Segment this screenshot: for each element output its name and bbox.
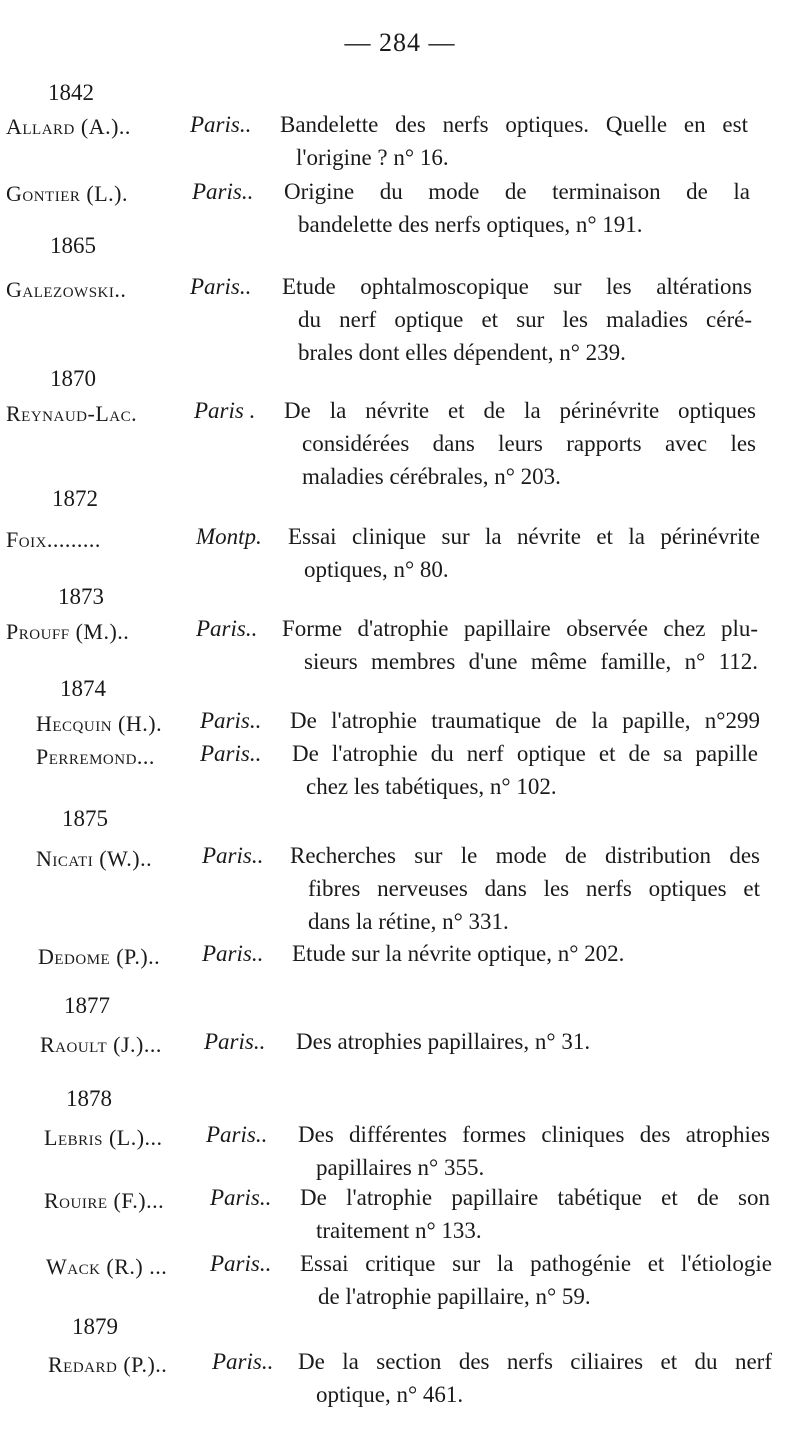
entry-title-line: Des atrophies papillaires, n° 31. <box>296 1029 591 1054</box>
entry-place: Paris.. <box>190 112 252 137</box>
entry-author: Hecquin (H.). <box>36 711 163 736</box>
entry-title-line: De la névrite et de la périnévrite optiques <box>284 398 756 423</box>
entry-title-line: De l'atrophie du nerf optique et de sa papille <box>292 741 758 766</box>
entry-author: Nicati (W.).. <box>36 846 153 871</box>
entry-title-line: traitement n° 133. <box>316 1218 482 1243</box>
entry-place: Paris.. <box>200 741 262 766</box>
entry-place: Montp. <box>196 524 262 549</box>
entry-title-line: de l'atrophie papillaire, n° 59. <box>318 1284 591 1309</box>
entry-title-line: du nerf optique et sur les maladies céré- <box>298 307 752 332</box>
entry-title-line: chez les tabétiques, n° 102. <box>306 774 557 799</box>
entry-place: Paris . <box>194 398 256 423</box>
entry-place: Paris.. <box>204 1029 266 1054</box>
entry-author: Raoult (J.)... <box>40 1032 162 1057</box>
entry-place: Paris.. <box>196 616 258 641</box>
year-heading: 1870 <box>50 366 96 391</box>
entry-author: Allard (A.).. <box>6 114 131 139</box>
entry-author: Rouire (F.)... <box>44 1188 165 1213</box>
entry-author: Prouff (M.).. <box>6 619 130 644</box>
entry-title-line: Bandelette des nerfs optiques. Quelle en est <box>280 112 748 137</box>
year-heading: 1877 <box>64 993 110 1018</box>
entry-title-line: bandelette des nerfs optiques, n° 191. <box>298 212 643 237</box>
entry-place: Paris.. <box>206 1122 268 1147</box>
entry-title-line: De l'atrophie traumatique de la papille, n°299 <box>290 708 760 733</box>
entry-place: Paris.. <box>210 1185 272 1210</box>
year-heading: 1842 <box>48 80 94 105</box>
entry-place: Paris.. <box>190 274 252 299</box>
entry-place: Paris.. <box>202 941 264 966</box>
entry-author: Foix......... <box>6 527 101 552</box>
year-heading: 1874 <box>60 676 106 701</box>
entry-title-line: De la section des nerfs ciliaires et du nerf <box>298 1349 772 1374</box>
year-heading: 1878 <box>66 1086 112 1111</box>
entry-title-line: brales dont elles dépendent, n° 239. <box>298 340 626 365</box>
entry-author: Gontier (L.). <box>6 181 128 206</box>
entry-place: Paris.. <box>212 1349 274 1374</box>
entry-title-line: maladies cérébrales, n° 203. <box>302 464 561 489</box>
entry-title-line: optique, n° 461. <box>316 1382 464 1407</box>
entry-title-line: optiques, n° 80. <box>304 557 449 582</box>
entry-title-line: De l'atrophie papillaire tabétique et de son <box>300 1185 770 1210</box>
entry-title-line: Etude sur la névrite optique, n° 202. <box>292 941 625 966</box>
entry-title-line: Etude ophtalmoscopique sur les altérations <box>282 274 752 299</box>
entry-title-line: Des différentes formes cliniques des atrophies <box>298 1122 770 1147</box>
year-heading: 1865 <box>50 233 96 258</box>
entry-place: Paris.. <box>202 843 264 868</box>
entry-place: Paris.. <box>210 1251 272 1276</box>
entry-title-line: fibres nerveuses dans les nerfs optiques et <box>308 876 760 901</box>
entry-title-line: Forme d'atrophie papillaire observée chez plu- <box>282 616 758 641</box>
entry-title-line: Origine du mode de terminaison de la <box>284 179 750 204</box>
year-heading: 1873 <box>58 584 104 609</box>
entry-title-line: Recherches sur le mode de distribution des <box>290 843 760 868</box>
page-number: — 284 — <box>344 28 456 57</box>
year-heading: 1879 <box>72 1314 118 1339</box>
entry-title-line: Essai clinique sur la névrite et la périnévrite <box>288 524 760 549</box>
entry-author: Lebris (L.)... <box>44 1125 163 1150</box>
entry-title-line: papillaires n° 355. <box>316 1155 485 1180</box>
entry-author: Perremond... <box>36 744 155 769</box>
entry-author: Wack (R.) ... <box>46 1254 168 1279</box>
entry-title-line: sieurs membres d'une même famille, n° 112. <box>304 649 758 674</box>
entry-author: Reynaud-Lac. <box>6 401 138 426</box>
entry-author: Galezowski.. <box>6 277 127 302</box>
year-heading: 1875 <box>62 806 108 831</box>
entry-title-line: Essai critique sur la pathogénie et l'étiologie <box>300 1251 772 1276</box>
entry-place: Paris.. <box>192 179 254 204</box>
entry-place: Paris.. <box>200 708 262 733</box>
entry-title-line: dans la rétine, n° 331. <box>308 909 509 934</box>
year-heading: 1872 <box>52 486 98 511</box>
entry-author: Redard (P.).. <box>48 1352 168 1377</box>
entry-title-line: l'origine ? n° 16. <box>296 145 449 170</box>
entry-author: Dedome (P.).. <box>38 944 161 969</box>
entry-title-line: considérées dans leurs rapports avec les <box>302 431 756 456</box>
